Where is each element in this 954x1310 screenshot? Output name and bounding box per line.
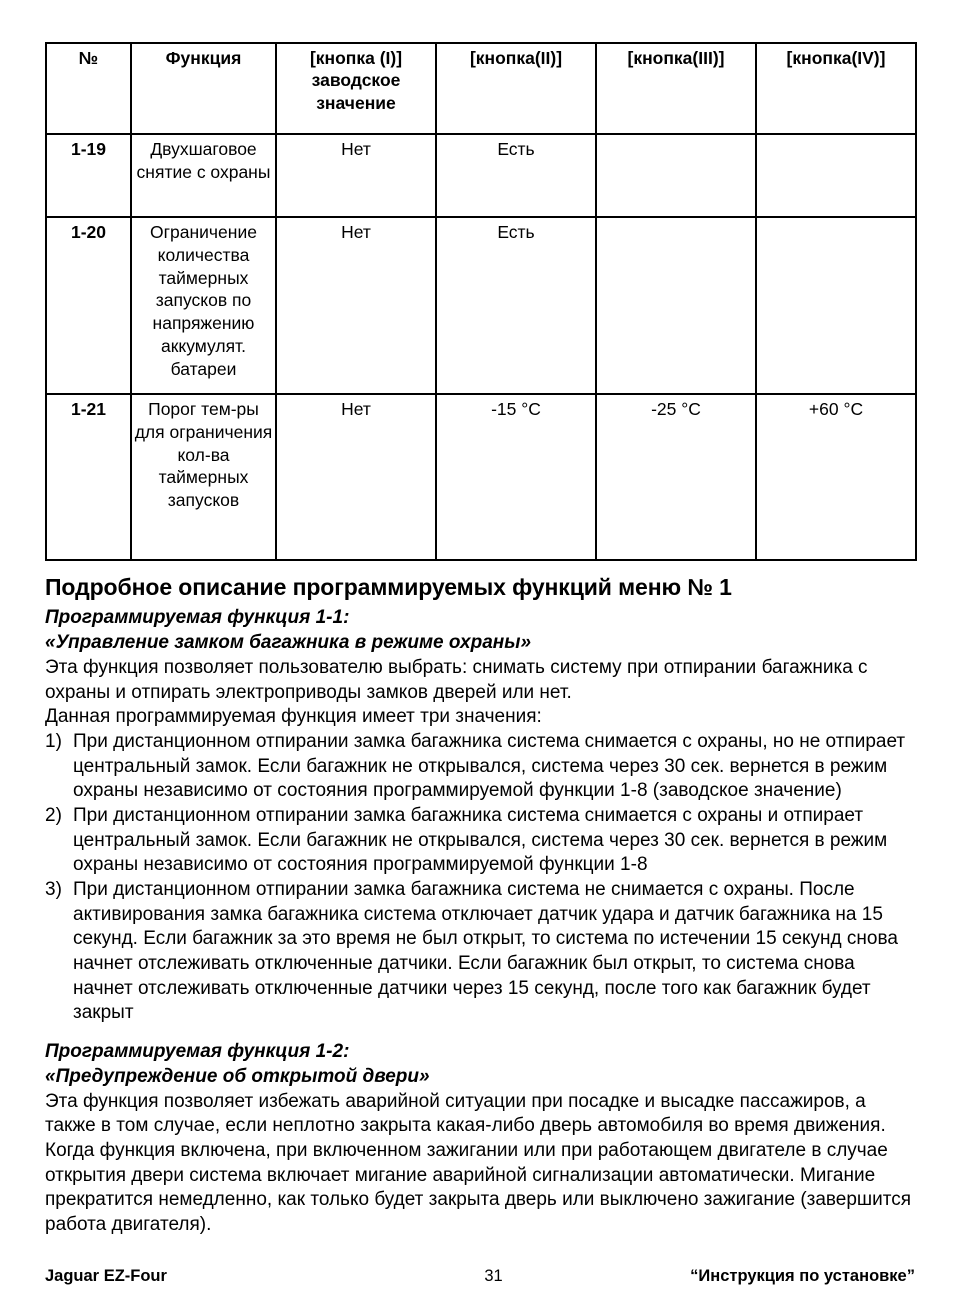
column-header-button-1-line2: заводское [311, 70, 401, 91]
list-item [45, 878, 915, 1026]
list-item-marker: 2) [45, 804, 62, 826]
table-row [46, 217, 916, 394]
row-button-1: Нет [276, 134, 436, 217]
row-button-2: Есть [436, 134, 596, 217]
row-function: Порог тем-ры для ограничения кол-ва таймерных запусков [131, 394, 276, 560]
footer-document-title: “Инструкция по установке” [690, 1267, 915, 1285]
list-item-text: При дистанционном отпирании замка багажника система снимается с охраны, но не отпирает центральный замок. Если багажник не открывался, система через 30 сек. вернется в режим охраны независимо от состояния программируемой функции 1-8 (заводское значение) [73, 730, 906, 802]
function-1-1-intro: Эта функция позволяет пользователю выбрать: снимать систему при отпирании багажника с охраны и отпирать электроприводы замков дверей или нет. [45, 656, 868, 703]
row-button-1: Нет [276, 394, 436, 560]
row-button-4 [756, 134, 916, 217]
function-1-1-subtitle: «Управление замком багажника в режиме охраны» [45, 632, 532, 654]
column-header-function: Функция [131, 43, 276, 134]
table-row [46, 394, 916, 560]
row-button-1: Нет [276, 217, 436, 394]
row-number: 1-21 [46, 394, 131, 560]
list-item-marker: 3) [45, 879, 62, 900]
function-1-2-heading: Программируемая функция 1-2: [45, 1041, 350, 1063]
page-footer [45, 1267, 915, 1286]
row-number: 1-19 [46, 134, 131, 217]
function-1-2-subtitle: «Предупреждение об открытой двери» [45, 1065, 430, 1087]
function-1-1-values-list [45, 730, 915, 1026]
function-1-2-body: Эта функция позволяет избежать аварийной ситуации при посадке и высадке пассажиров, а также в том случае, если неплотно закрыта какая-либо дверь автомобиля во время движения. Когда функция включена, при включенном зажигании или при работающем двигателе в случае открытия двери система включает мигание аварийной сигнализации автоматически. Мигание прекратится немедленно, как только будет закрыта дверь или выключено зажигание (завершится работа двигателя). [45, 1090, 912, 1235]
list-item-marker: 1) [45, 730, 62, 752]
table-row [46, 134, 916, 217]
row-button-3 [596, 134, 756, 217]
column-header-button-4: [кнопка(IV)] [756, 43, 916, 134]
column-header-button-1 [276, 43, 436, 134]
row-button-3: -25 °C [596, 394, 756, 560]
list-item-text: При дистанционном отпирании замка багажника система снимается с охраны и отпирает центральный замок. Если багажник не открывался, система через 30 сек. вернется в режим охраны независимо от состояния программируемой функции 1-8 [73, 804, 888, 876]
column-header-button-1-line3: значение [316, 92, 396, 113]
row-button-2: Есть [436, 217, 596, 394]
table-header-row [46, 43, 916, 134]
list-item [45, 804, 915, 878]
footer-product-name: Jaguar EZ-Four [45, 1267, 167, 1285]
function-1-1-intro2: Данная программируемая функция имеет три значения: [45, 706, 542, 728]
section-spacer [45, 1026, 915, 1040]
footer-page-number: 31 [484, 1267, 503, 1285]
row-button-4 [756, 217, 916, 394]
function-1-1-heading: Программируемая функция 1-1: [45, 607, 350, 629]
row-number: 1-20 [46, 217, 131, 394]
row-button-4: +60 °C [756, 394, 916, 560]
row-function: Ограничение количества таймерных запусков по напряжению аккумулят. батареи [131, 217, 276, 394]
column-header-button-3: [кнопка(III)] [596, 43, 756, 134]
row-function: Двухшаговое снятие с охраны [131, 134, 276, 217]
column-header-button-2: [кнопка(II)] [436, 43, 596, 134]
programmable-functions-table [45, 42, 917, 561]
row-button-3 [596, 217, 756, 394]
column-header-number: № [46, 43, 131, 134]
list-item [45, 730, 915, 804]
list-item-text: При дистанционном отпирании замка багажника система не снимается с охраны. После активирования замка багажника система отключает датчик удара и датчик багажника на 15 секунд. Если багажник за это время не был открыт, то система по истечении 15 секунд снова начнет отслеживать отключенные датчики. Если багажник был открыт, то система снова начнет отслеживать отключенные датчики через 15 секунд, после того как багажник будет закрыт [73, 879, 898, 1024]
row-button-2: -15 °C [436, 394, 596, 560]
column-header-button-1-line1: [кнопка (I)] [309, 48, 403, 68]
page-title: Подробное описание программируемых функций меню № 1 [45, 574, 732, 600]
